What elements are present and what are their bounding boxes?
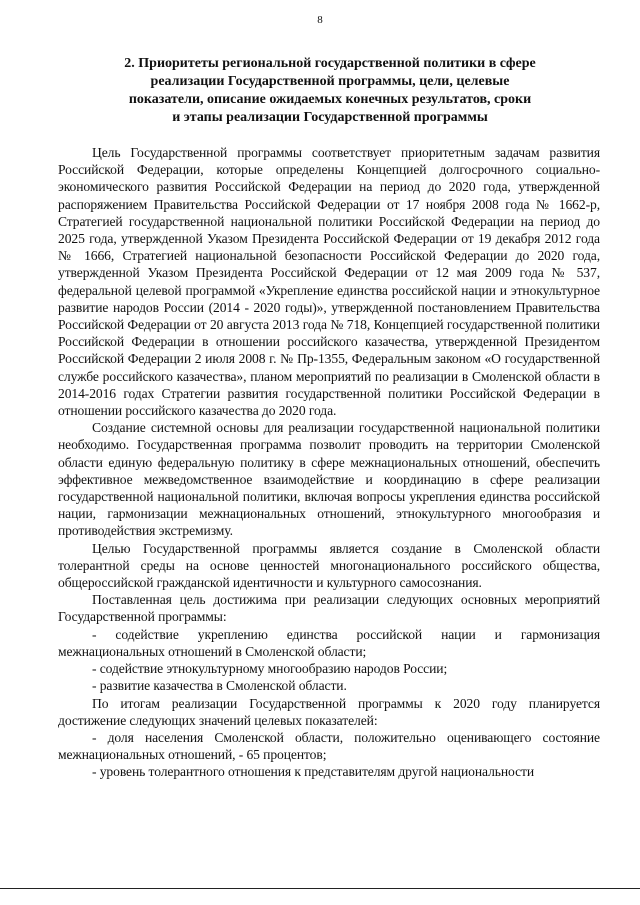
paragraph-program-purpose: Целью Государственной программы является создание в Смоленской области толерантной среды на основе ценностей многонационального российского общества, общероссийской гражданской идентичности и культурного самосознания. bbox=[58, 540, 600, 591]
paragraph-activities-intro: Поставленная цель достижима при реализации следующих основных мероприятий Государственной программы: bbox=[58, 592, 600, 625]
document-body bbox=[58, 144, 600, 781]
list-item: - развитие казачества в Смоленской области. bbox=[92, 678, 347, 694]
heading-line: реализации Государственной программы, цели, целевые bbox=[150, 74, 510, 89]
list-item: - содействие этнокультурному многообразию народов России; bbox=[92, 661, 448, 677]
page-number: 8 bbox=[317, 14, 323, 26]
paragraph-indicators-intro: По итогам реализации Государственной программы к 2020 году планируется достижение следующих значений целевых показателей: bbox=[58, 695, 600, 728]
heading-line: показатели, описание ожидаемых конечных результатов, сроки bbox=[128, 92, 532, 107]
list-item: - содействие укреплению единства российской нации и гармонизация межнациональных отношений в Смоленской области; bbox=[58, 626, 600, 659]
paragraph-goal: Цель Государственной программы соответствует приоритетным задачам развития Российской Федерации, которые определены Концепцией долгосрочного социально-экономического развития Российской Федерации на период до 2020 года, утвержденной распоряжением Правительства Российской Федерации от 17 ноября 2008 года № 1662-р, Стратегией государственной национальной политики Российской Федерации на период до 2025 года, утвержденной Указом Президента Российской Федерации от 19 декабря 2012 года № 1666, Стратегией национальной безопасности Российской Федерации до 2020 года, утвержденной Указом Президента Российской Федерации от 12 мая 2009 года № 537, федеральной целевой программой «Укрепление единства российской нации и этнокультурное развитие народов России (2014 - 2020 годы)», утвержденной постановлением Правительства Российской Федерации от 20 августа 2013 года № 718, Концепцией государственной политики Российской Федерации в отношении российского казачества, утвержденной Президентом Российской Федерации 2 июля 2008 г. № Пр-1355, Федеральным законом «О государственной службе российского казачества», планом мероприятий по реализации в Смоленской области в 2014-2016 годах Стратегии развития государственной политики Российской Федерации в отношении российского казачества до 2020 года. bbox=[58, 145, 600, 419]
list-item: - доля населения Смоленской области, положительно оценивающего состояние межнациональных отношений, - 65 процентов; bbox=[58, 729, 600, 763]
page-bottom-rule bbox=[0, 888, 640, 889]
list-item: - уровень толерантного отношения к представителям другой национальности bbox=[92, 764, 535, 780]
heading-line: и этапы реализации Государственной программы bbox=[172, 110, 488, 125]
heading-line: 2. Приоритеты региональной государственной политики в сфере bbox=[124, 56, 536, 71]
paragraph-system-basis: Создание системной основы для реализации государственной национальной политики необходимо. Государственная программа позволит проводить на территории Смоленской области единую федеральную политику в сфере межнациональных отношений, обеспечить эффективное межведомственное взаимодействие и координацию в сфере реализации государственной национальной политики, включая вопросы укрепления единства российской нации, гармонизации межнациональных отношений, этнокультурного многообразия и противодействия экстремизму. bbox=[58, 420, 600, 539]
section-heading bbox=[60, 55, 600, 127]
